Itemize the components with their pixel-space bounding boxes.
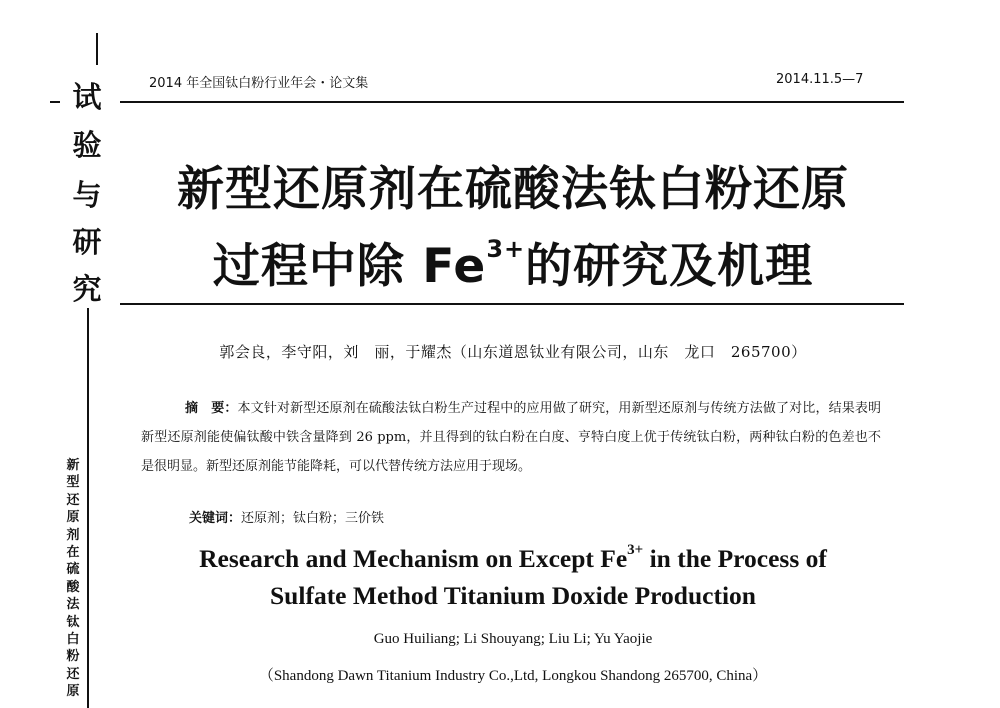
- sidebar-char: 研: [72, 225, 102, 259]
- english-title-text: Research and Mechanism on Except Fe: [199, 544, 628, 573]
- running-title-char: 剂: [66, 527, 80, 543]
- header-rule: [120, 101, 904, 103]
- title-text: 的研究及机理: [525, 239, 814, 294]
- sidebar-dash: [50, 101, 60, 103]
- sidebar-rule-bottom: [87, 308, 89, 708]
- sidebar-char: 究: [72, 272, 102, 306]
- sidebar-running-title: [62, 457, 84, 701]
- english-affiliation: （Shandong Dawn Titanium Industry Co.,Ltd, Longkou Shandong 265700, China）: [258, 668, 768, 684]
- sidebar-char: 试: [72, 80, 102, 114]
- keywords-text: 还原剂；钛白粉；三价铁: [241, 511, 385, 526]
- authors: 郭会良，李守阳，刘 丽，于耀杰（山东道恩钛业有限公司，山东 龙口 265700）: [219, 343, 807, 361]
- title-line-2: [120, 235, 906, 294]
- keywords-label: 关键词：: [189, 511, 242, 526]
- title-superscript: 3+: [486, 235, 526, 264]
- abstract: [141, 394, 881, 481]
- abstract-label: 摘 要：: [185, 401, 238, 416]
- sidebar-rule-top: [96, 33, 98, 65]
- sidebar-char: 与: [72, 178, 102, 212]
- running-title-char: 新: [66, 458, 80, 473]
- running-title-char: 法: [66, 597, 80, 613]
- english-title-line-2: Sulfate Method Titanium Doxide Production: [270, 581, 756, 610]
- english-title-line-1: [120, 541, 906, 573]
- title-rule: [120, 303, 904, 305]
- english-authors: Guo Huiliang; Li Shouyang; Liu Li; Yu Yaojie: [373, 631, 653, 647]
- running-title-char: 型: [66, 475, 80, 491]
- english-title-text: in the Process of: [643, 544, 827, 573]
- header-conference: 2014 年全国钛白粉行业年会・论文集: [149, 76, 369, 91]
- keywords: [189, 507, 384, 526]
- running-title-char: 原: [66, 684, 80, 700]
- running-title-char: 在: [66, 545, 80, 561]
- running-title-char: 酸: [66, 579, 80, 595]
- running-title-char: 钛: [66, 614, 80, 630]
- header-date: 2014.11.5—7: [776, 72, 864, 87]
- sidebar-char: 验: [72, 128, 102, 162]
- abstract-text: 本文针对新型还原剂在硫酸法钛白粉生产过程中的应用做了研究，用新型还原剂与传统方法做了对比，结果表明新型还原剂能使偏钛酸中铁含量降到 26 ppm，并且得到的钛白粉在白度、亨特白度上优于传统钛白粉，两种钛白粉的色差也不是很明显。新型还原剂能节能降耗，可以代替传统方法应用于现场。: [141, 401, 881, 474]
- english-title-superscript: 3+: [627, 541, 644, 558]
- title-line-1: 新型还原剂在硫酸法钛白粉还原: [177, 162, 849, 217]
- running-title-char: 还: [66, 666, 80, 682]
- running-title-char: 硫: [66, 562, 80, 578]
- running-title-char: 粉: [66, 649, 80, 665]
- running-title-char: 白: [66, 632, 80, 648]
- title-text: 过程中除 Fe: [212, 239, 487, 294]
- running-title-char: 原: [66, 510, 80, 526]
- running-title-char: 还: [66, 492, 80, 508]
